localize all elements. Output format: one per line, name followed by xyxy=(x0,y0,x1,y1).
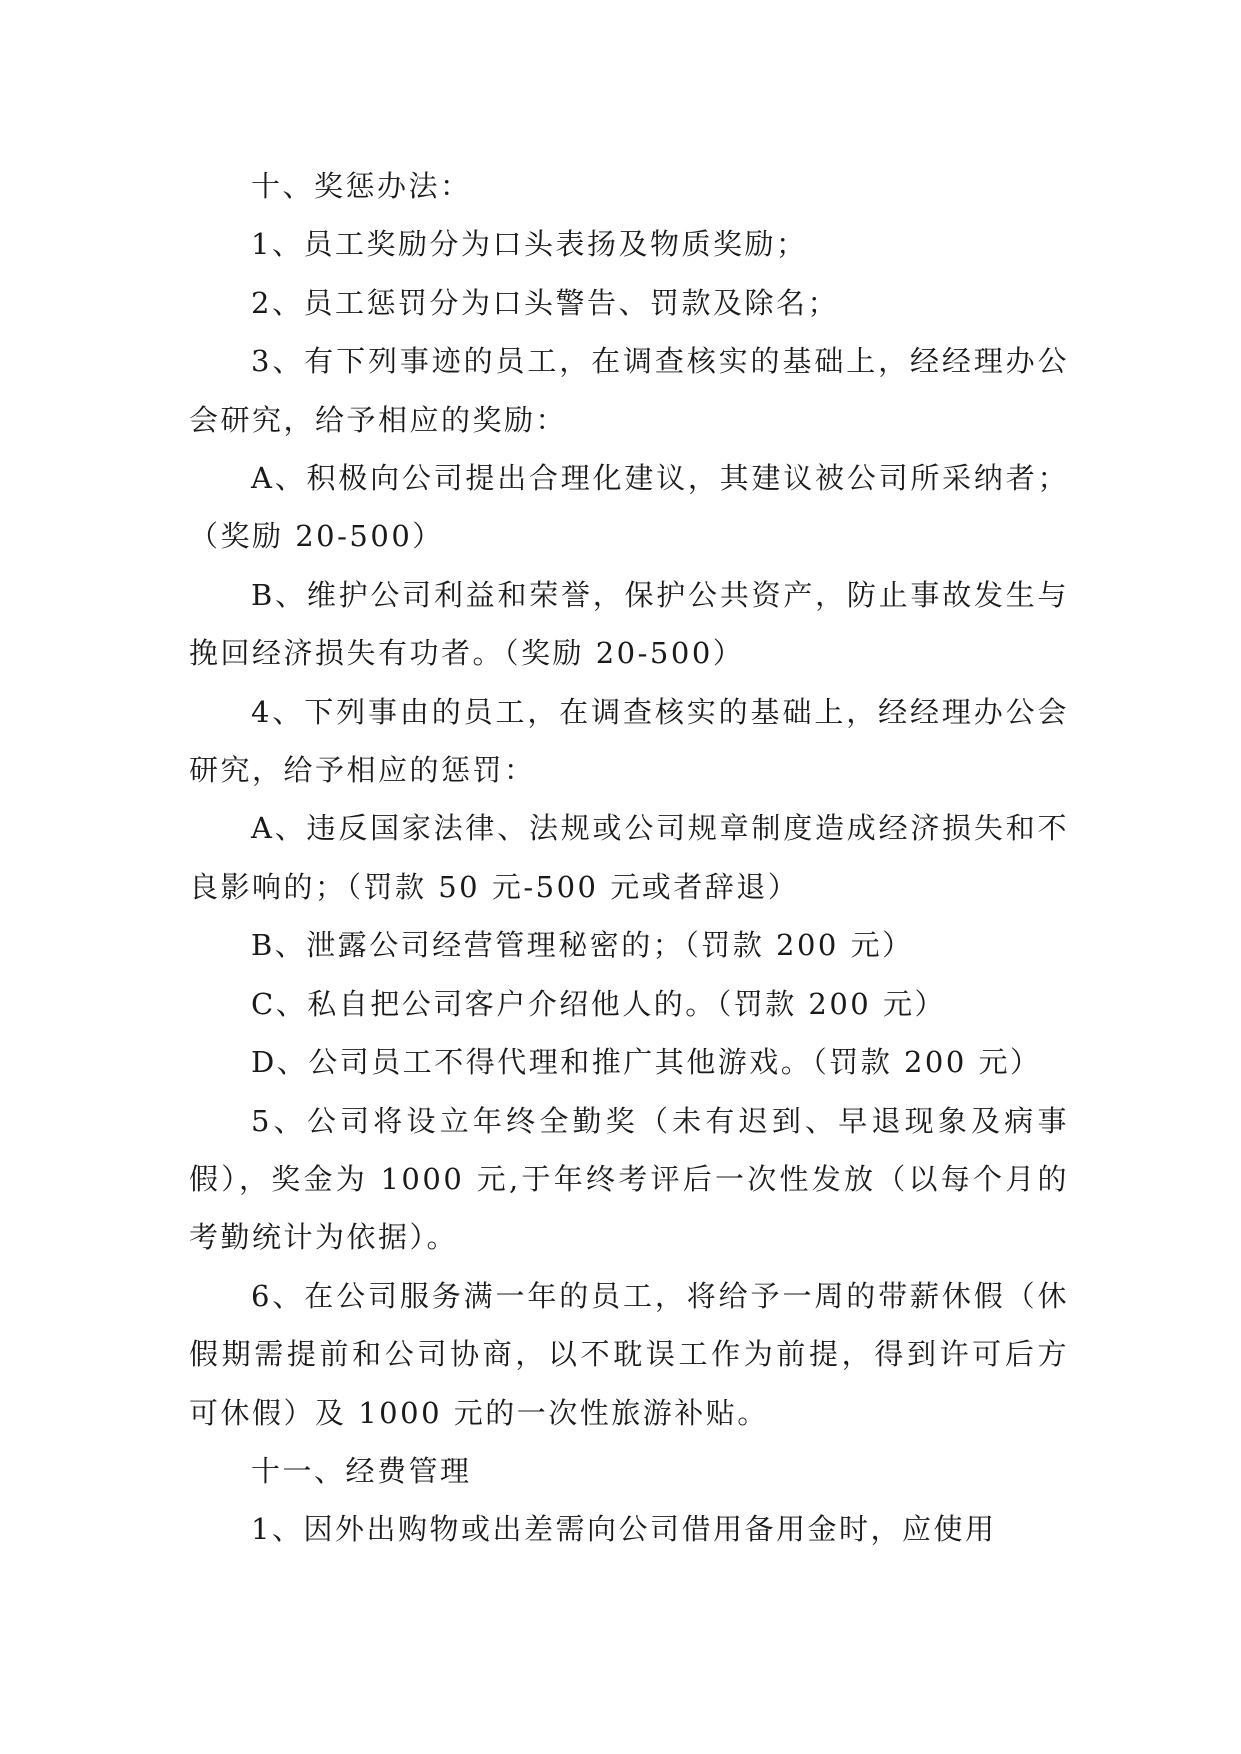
paragraph-item-4: 4、下列事由的员工，在调查核实的基础上，经经理办公会研究，给予相应的惩罚： xyxy=(189,694,1069,788)
paragraph-item-4b: B、泄露公司经营管理秘密的；（罚款 200 元） xyxy=(251,928,914,963)
paragraph-item-3b: B、维护公司利益和荣誉，保护公共资产，防止事故发生与挽回经济损失有功者。（奖励 20-500） xyxy=(189,577,1069,671)
document-body xyxy=(189,157,1069,1559)
paragraph-item-1: 1、员工奖励分为口头表扬及物质奖励； xyxy=(251,227,808,262)
paragraph-item-4a: A、违反国家法律、法规或公司规章制度造成经济损失和不良影响的；（罚款 50 元-500 元或者辞退） xyxy=(189,811,1069,904)
paragraph-expense-item-1: 1、因外出购物或出差需向公司借用备用金时，应使用 xyxy=(251,1512,997,1547)
paragraph-item-3a: A、积极向公司提出合理化建议，其建议被公司所采纳者；（奖励 20-500） xyxy=(189,461,1069,554)
section-heading-rewards-penalties: 十、奖惩办法： xyxy=(251,169,472,203)
section-heading-expense-management: 十一、经费管理 xyxy=(251,1453,472,1488)
paragraph-item-5: 5、公司将设立年终全勤奖（未有迟到、早退现象及病事假），奖金为 1000 元,于年终考评后一次性发放（以每个月的考勤统计为依据）。 xyxy=(189,1103,1069,1255)
paragraph-item-4c: C、私自把公司客户介绍他人的。（罚款 200 元） xyxy=(251,986,946,1021)
paragraph-item-4d: D、公司员工不得代理和推广其他游戏。（罚款 200 元） xyxy=(251,1045,1042,1080)
paragraph-item-3: 3、有下列事迹的员工，在调查核实的基础上，经经理办公会研究，给予相应的奖励： xyxy=(189,344,1069,437)
paragraph-item-2: 2、员工惩罚分为口头警告、罚款及除名； xyxy=(251,285,839,320)
paragraph-item-6: 6、在公司服务满一年的员工，将给予一周的带薪休假（休假期需提前和公司协商，以不耽误工作为前提，得到许可后方可休假）及 1000 元的一次性旅游补贴。 xyxy=(189,1278,1069,1430)
